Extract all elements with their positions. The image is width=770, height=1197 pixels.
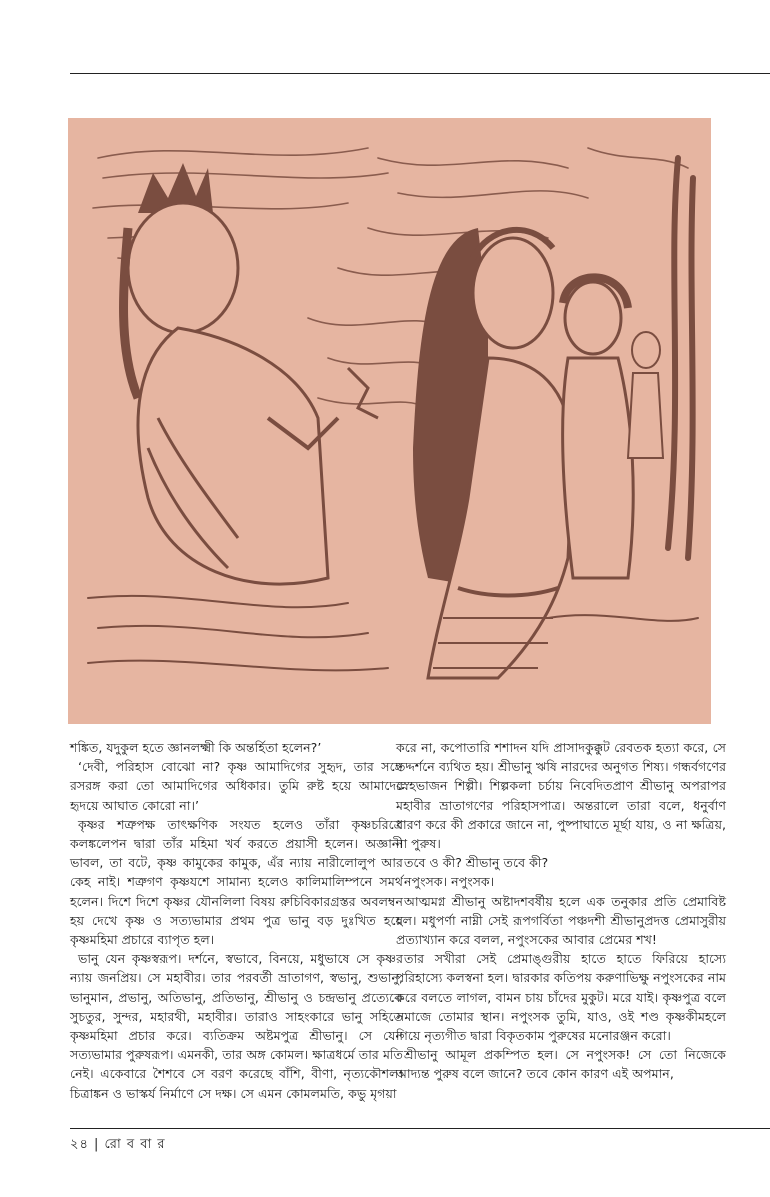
story-illustration: [68, 118, 711, 724]
ground-lines: [88, 596, 698, 670]
paragraph: শ্রীভানু আমূল প্রকম্পিত হল। সে নপুংসক! সে তো নিজেকে আদ্যন্ত পুরুষ বলে জানে? তবে কোন কারণ এই অপমান,: [396, 1047, 726, 1082]
paragraph: ‘দেবী, পরিহাস বোঝো না? কৃষ্ণ আমাদিগের সুহৃদ, তার সঙ্গে রসরঙ্গ করা তো আমাদিগের অধিকার। তুমি রুষ্ট হয়ে আমাদের হৃদয়ে আঘাত কোরো না।’: [70, 759, 403, 813]
header-rule: [70, 73, 770, 74]
text-column-left: [70, 738, 403, 1103]
paragraph: নপুংসক। নপুংসক।: [404, 874, 495, 890]
text-column-right: [396, 738, 726, 1084]
paragraph: তার সখীরা সেই প্রেমাঙ্গুরীয় হাতে হাতে ফিরিয়ে হাস্যে পরিহাস্যে কলস্বনা হল। দ্বারকার কতিপয় করুণাভিক্ষু নপুংসকের নাম করে বলতে লাগল, বামন চায় চাঁদের মুকুট। মরে যাই। কৃষ্ণপুত্র বলে সমাজে তোমার স্থান। নপুংসক তুমি, যাও, ওই শণ্ড কৃষ্ণকীমহলে গিয়ে নৃত্যগীত দ্বারা বিকৃতকাম পুরুষের মনোরঞ্জন করো।: [396, 951, 726, 1044]
footer-rule: [70, 1128, 770, 1129]
tree-trunk: [668, 158, 693, 558]
companion-figures: [563, 277, 663, 578]
illustration-artwork: [68, 118, 711, 724]
woman-figure: [413, 228, 573, 678]
paragraph: ভানু যেন কৃষ্ণস্বরূপ। দর্শনে, স্বভাবে, বিনয়ে, মধুভাষে সে কৃষ্ণর ন্যায় জনপ্রিয়। সে মহাবীর। তার পরবর্তী ভ্রাতাগণ, স্বভানু, শুভানু, ভানুমান, প্রভানু, অতিভানু, প্রতিভানু, শ্রীভানু ও চন্দ্রভানু প্রত্যেকে সুচতুর, সুন্দর, মহারথী, মহাবীর। তারাও সাহংকারে ভানু সহিতে কৃষ্ণমহিমা প্রচার করে। ব্যতিক্রম অষ্টমপুত্র শ্রীভানু। সে যেন সত্যভামার পুরুষরূপ। এমনকী, তার অঙ্গ কোমল। ক্ষাত্রধর্মে তার মতি নেই। একেবারে শৈশবে সে বরণ করেছে বাঁশি, বীণা, নৃত্যকৌশল। চিত্রাঙ্কন ও ভাস্কর্য নির্মাণে সে দক্ষ। সে এমন কোমলমতি, কভু মৃগয়া: [70, 951, 403, 1101]
paragraph: শঙ্কিত, যদুকুল হতে জ্ঞানলক্ষ্মী কি অন্তর্হিতা হলেন?’: [70, 740, 322, 755]
paragraph: আত্মমগ্ন শ্রীভানু অষ্টাদশবর্ষীয় হলে এক তনুকার প্রতি প্রেমাবিষ্ট হল। মধুপর্ণা নাম্নী সেই রূপগর্বিতা পঞ্চদশী শ্রীভানুপ্রদত্ত প্রেমাসুরীয় প্রত্যাখ্যান করে বলল, নপুংসকের আবার প্রেমের শখ!: [396, 893, 726, 948]
paragraph: তবে ও কী? শ্রীভানু তবে কী?: [404, 855, 549, 871]
page-folio: ২৪ | রো ব বা র: [70, 1137, 166, 1152]
paragraph: কৃষ্ণর শত্রুপক্ষ তাৎক্ষণিক সংযত হলেও তাঁরা কৃষ্ণচরিত্রে কলঙ্কলেপন দ্বারা তাঁর মহিমা খর্ব করতে প্রয়াসী হলেন। অজ্ঞানী ভাবল, তা বটে, কৃষ্ণ কামুকের কামুক, এঁর ন্যায় নারীলোলুপ আর কেহ নাই। শত্রুগণ কৃষ্ণযশে সামান্য হলেও কালিমালিম্পনে সমর্থ হলেন। দিশে দিশে কৃষ্ণর যৌনলিলা বিষয় রুচিবিকারগ্রস্তর অবলম্বন হয় দেখে কৃষ্ণ ও সত্যভামার প্রথম পুত্র ভানু বড় দুঃখিত হয়ে কৃষ্ণমহিমা প্রচারে ব্যাপৃত হল।: [70, 816, 403, 948]
prince-figure: [124, 163, 378, 584]
paragraph: করে না, কপোতারি শশাদন যদি প্রাসাদকুক্কুট রেবতক হত্যা করে, সে তদ্দর্শনে ব্যথিত হয়। শ্রীভানু ঋষি নারদের অনুগত শিষ্য। গন্ধর্বগণের স্নেহভাজন শিল্পী। শিল্পকলা চর্চায় নিবেদিতপ্রাণ শ্রীভানু অপরাপর মহাবীর ভ্রাতাগণের পরিহাসপাত্র। অন্তরালে তারা বলে, ধনুর্বাণ ধারণ করে কী প্রকারে জানে না, পুষ্পাঘাতে মূর্ছা যায়, ও না ক্ষত্রিয়, না পুরুষ।: [396, 740, 726, 852]
